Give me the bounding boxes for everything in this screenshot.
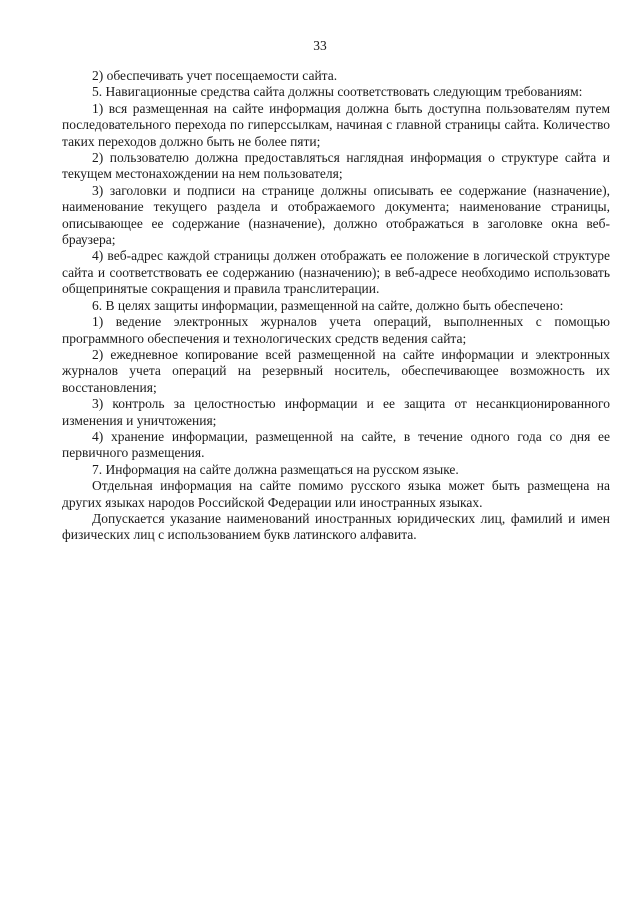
paragraph-section-5-heading: 5. Навигационные средства сайта должны соответствовать следующим требованиям: <box>92 84 583 100</box>
paragraph-analytics: 2) обеспечивать учет посещаемости сайта. <box>92 68 338 83</box>
page-number: 33 <box>313 38 327 53</box>
paragraph-protection-storage: 4) хранение информации, размещенной на сайте, в течение одного года со дня ее первичного размещения. <box>62 428 610 461</box>
paragraph-protection-integrity: 3) контроль за целостностью информации и ее защита от несанкционированного изменения и уничтожения; <box>62 396 610 428</box>
paragraph-protection-backup: 2) ежедневное копирование всей размещенной на сайте информации и электронных журналов учета операций на резервный носитель, обеспечивающее возможность их восстановления; <box>62 346 610 395</box>
paragraph-navigation-hyperlinks: 1) вся размещенная на сайте информация должна быть доступна пользователям путем последовательного перехода по гиперссылкам, начиная с главной страницы сайта. Количество таких переходов должно быть не более пяти; <box>62 100 610 149</box>
paragraph-navigation-web-address: 4) веб-адрес каждой страницы должен отображать ее положение в логической структуре сайта и соответствовать ее содержанию (назначению); в веб-адресе необходимо использовать общепринятые сокращения и правила транслитерации. <box>62 248 610 297</box>
document-body <box>62 68 610 544</box>
paragraph-navigation-structure: 2) пользователю должна предоставляться наглядная информация о структуре сайта и текущем местонахождении на нем пользователя; <box>62 150 610 182</box>
paragraph-latin-alphabet: Допускается указание наименований иностранных юридических лиц, фамилий и имен физических лиц с использованием букв латинского алфавита. <box>62 510 610 543</box>
paragraph-section-7-language: 7. Информация на сайте должна размещаться на русском языке. <box>92 461 459 477</box>
paragraph-navigation-titles: 3) заголовки и подписи на странице должны описывать ее содержание (назначение), наименование текущего раздела и отображаемого документа; наименование страницы, описывающее ее содержание (назначение), должно отображаться в заголовке окна веб-браузера; <box>62 182 610 248</box>
paragraph-protection-logs: 1) ведение электронных журналов учета операций, выполненных с помощью программного обеспечения и технологических средств ведения сайта; <box>62 314 610 346</box>
paragraph-other-languages: Отдельная информация на сайте помимо русского языка может быть размещена на других языках народов Российской Федерации или иностранных языках. <box>62 478 610 510</box>
paragraph-section-6-heading: 6. В целях защиты информации, размещенной на сайте, должно быть обеспечено: <box>92 297 564 313</box>
